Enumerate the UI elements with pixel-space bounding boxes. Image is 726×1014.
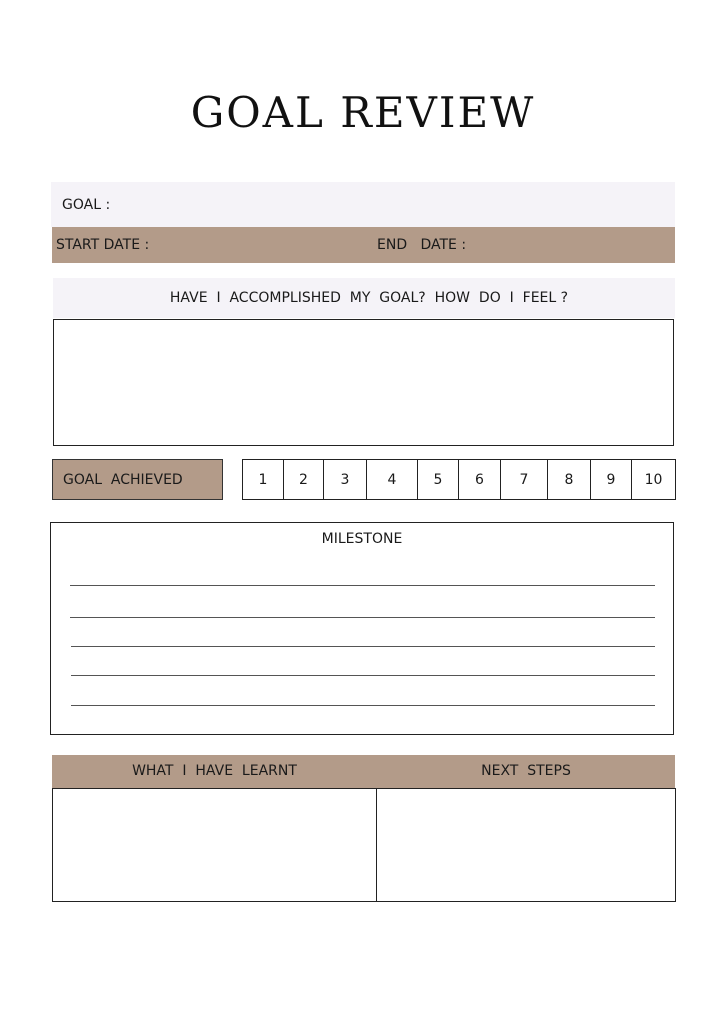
- scale-option[interactable]: 2: [284, 460, 324, 499]
- start-date-label[interactable]: START DATE :: [56, 237, 150, 253]
- page-title: GOAL REVIEW: [190, 88, 536, 137]
- milestone-title: MILESTONE: [321, 531, 403, 547]
- milestone-line[interactable]: [70, 585, 655, 586]
- scale-option[interactable]: 1: [243, 460, 284, 499]
- scale-option[interactable]: 6: [459, 460, 501, 499]
- achievement-scale: [242, 459, 676, 500]
- scale-option[interactable]: 7: [501, 460, 548, 499]
- end-date-label[interactable]: END DATE :: [377, 237, 467, 253]
- next-steps-label: NEXT STEPS: [481, 763, 571, 779]
- goal-achieved-label: [52, 459, 223, 500]
- scale-option[interactable]: 4: [367, 460, 418, 499]
- goal-achieved-text: GOAL ACHIEVED: [63, 471, 183, 488]
- milestone-box: [50, 522, 674, 735]
- scale-option[interactable]: 8: [548, 460, 591, 499]
- scale-option[interactable]: 3: [324, 460, 367, 499]
- milestone-line[interactable]: [71, 646, 655, 647]
- date-row: [52, 227, 675, 263]
- reflection-question: HAVE I ACCOMPLISHED MY GOAL? HOW DO I FEEL ?: [169, 290, 569, 306]
- reflection-header: [53, 278, 675, 318]
- reflection-textarea[interactable]: [53, 319, 674, 446]
- scale-option[interactable]: 10: [644, 471, 663, 488]
- scale-option[interactable]: 9: [591, 460, 632, 499]
- learnt-textarea[interactable]: [53, 789, 376, 901]
- milestone-line[interactable]: [71, 705, 655, 706]
- bottom-header: [52, 755, 675, 789]
- learnt-label: WHAT I HAVE LEARNT: [132, 763, 297, 779]
- scale-option[interactable]: 5: [418, 460, 459, 499]
- goal-label: GOAL :: [62, 196, 111, 213]
- next-steps-textarea[interactable]: [377, 789, 675, 901]
- bottom-box: [52, 788, 676, 902]
- milestone-line[interactable]: [71, 675, 655, 676]
- goal-field[interactable]: [51, 182, 675, 227]
- milestone-line[interactable]: [70, 617, 655, 618]
